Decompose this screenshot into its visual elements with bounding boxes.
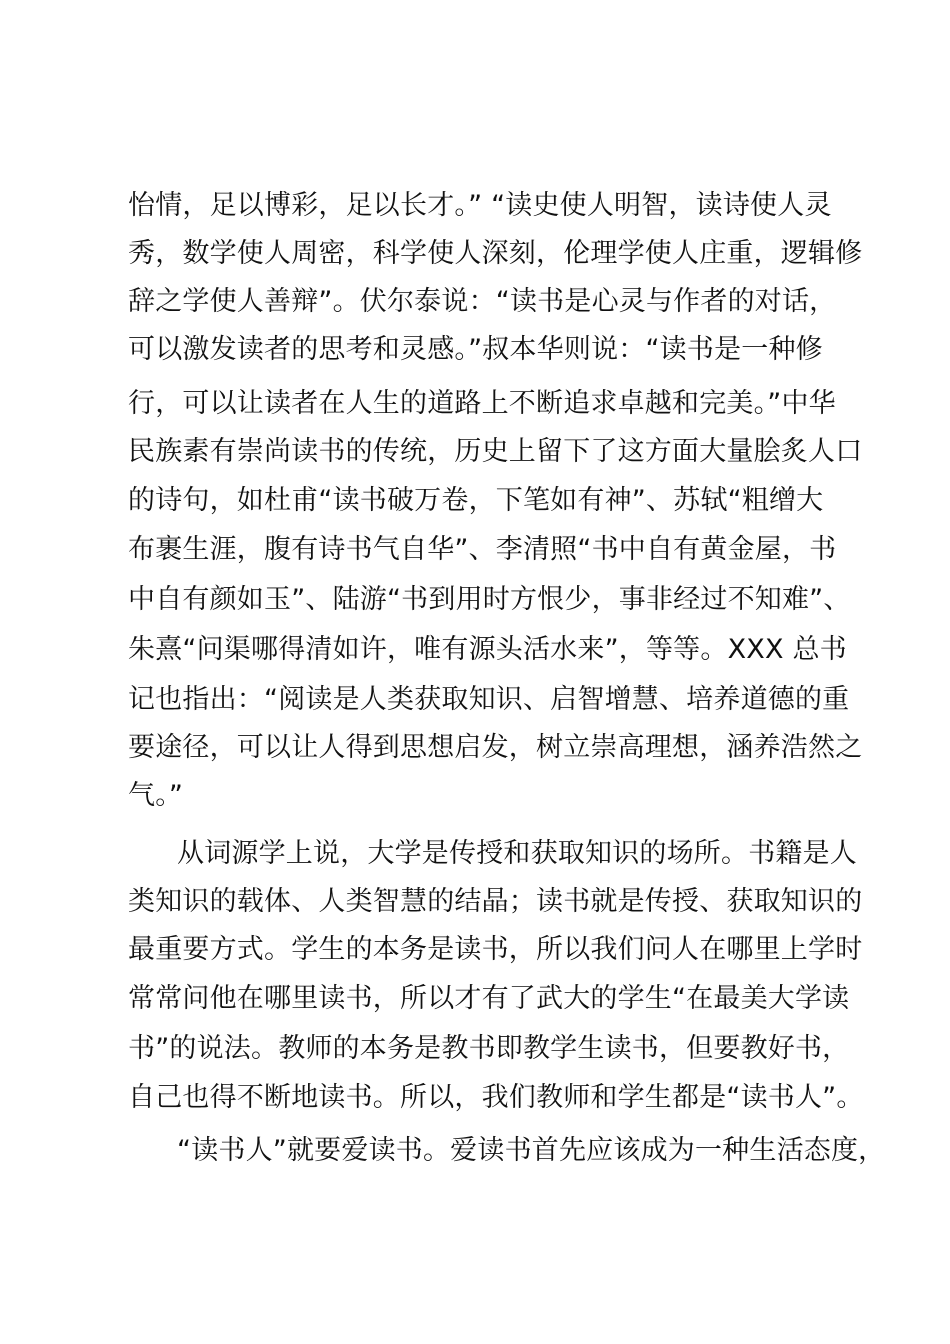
text-line: 要途径，可以让人得到思想启发，树立崇高理想，涵养浩然之	[128, 732, 863, 763]
text-line: 自己也得不断地读书。所以，我们教师和学生都是“读书人”。	[128, 1082, 864, 1113]
text-line: 民族素有崇尚读书的传统，历史上留下了这方面大量脍炙人口	[128, 436, 863, 467]
text-line: 书”的说法。教师的本务是教书即教学生读书，但要教好书，	[128, 1033, 850, 1064]
text-line: 行，可以让读者在人生的道路上不断追求卓越和完美。”中华	[128, 388, 836, 419]
text-line: 中自有颜如玉”、陆游“书到用时方恨少，事非经过不知难”、	[128, 584, 851, 615]
text-line: 气。”	[128, 780, 184, 811]
text-line: 常常问他在哪里读书，所以才有了武大的学生“在最美大学读	[128, 983, 850, 1014]
text-line: 可以激发读者的思考和灵感。”叔本华则说：“读书是一种修	[128, 334, 823, 365]
paragraph-first-line: 从词源学上说，大学是传授和获取知识的场所。书籍是人	[177, 838, 857, 869]
text-line: 怡情，足以博彩，足以长才。” “读史使人明智，读诗使人灵	[128, 190, 832, 221]
text-line: 的诗句，如杜甫“读书破万卷，下笔如有神”、苏轼“粗缯大	[128, 485, 824, 516]
text-line: 秀，数学使人周密，科学使人深刻，伦理学使人庄重，逻辑修	[128, 238, 863, 269]
text-line: 辞之学使人善辩”。伏尔泰说：“读书是心灵与作者的对话，	[128, 286, 837, 317]
paragraph-first-line: “读书人”就要爱读书。爱读书首先应该成为一种生活态度，	[177, 1135, 886, 1166]
text-line: 朱熹“问渠哪得清如许，唯有源头活水来”，等等。XXX 总书	[128, 634, 847, 665]
text-line: 布裹生涯，腹有诗书气自华”、李清照“书中自有黄金屋，书	[128, 534, 837, 565]
text-line: 类知识的载体、人类智慧的结晶；读书就是传授、获取知识的	[128, 886, 863, 917]
text-line: 最重要方式。学生的本务是读书，所以我们问人在哪里上学时	[128, 934, 863, 965]
text-line: 记也指出：“阅读是人类获取知识、启智增慧、培养道德的重	[128, 684, 850, 715]
